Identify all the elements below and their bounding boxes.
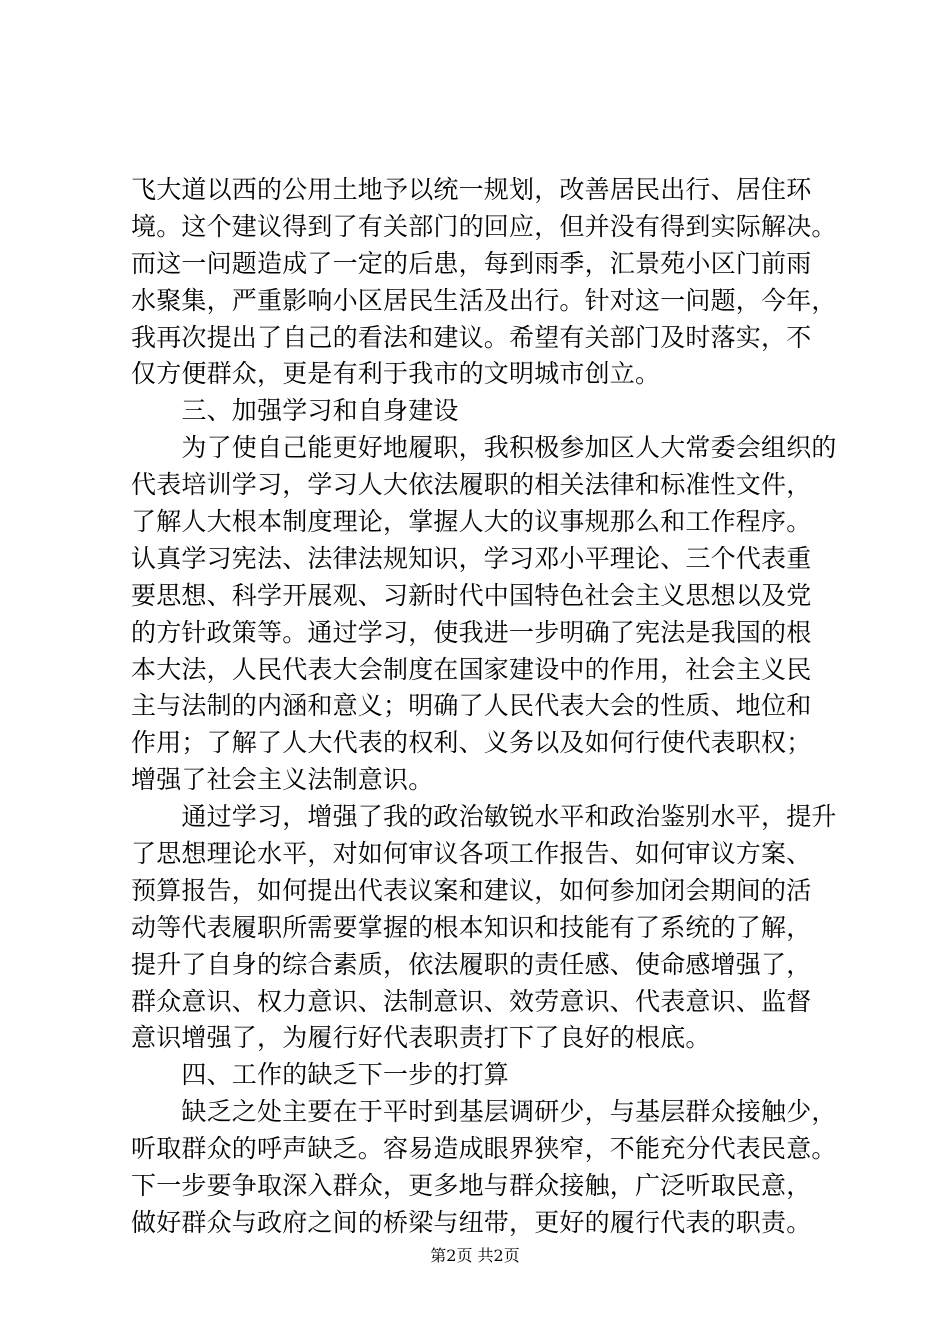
text-line: 飞大道以西的公用土地予以统一规划，改善居民出行、居住环: [131, 175, 812, 204]
text-line: 四、工作的缺乏下一步的打算: [131, 1060, 510, 1090]
document-body: [131, 172, 837, 1242]
text-line: 预算报告，如何提出代表议案和建议，如何参加闭会期间的活: [131, 875, 812, 905]
text-line: 通过学习，增强了我的政治敏锐水平和政治鉴别水平，提升: [131, 802, 837, 832]
text-line: 主与法制的内涵和意义；明确了人民代表大会的性质、地位和: [131, 691, 812, 721]
text-line: 水聚集，严重影响小区居民生活及出行。针对这一问题，今年，: [131, 285, 837, 315]
text-line: 增强了社会主义法制意识。: [131, 765, 434, 795]
text-line: 了解人大根本制度理论，掌握人大的议事规那么和工作程序。: [131, 507, 812, 537]
page-footer: 第2页 共2页: [430, 1246, 520, 1265]
text-line: 代表培训学习，学习人大依法履职的相关法律和标准性文件，: [131, 470, 812, 500]
text-line: 三、加强学习和自身建设: [131, 396, 459, 426]
text-line: 做好群众与政府之间的桥梁与纽带，更好的履行代表的职责。: [131, 1207, 812, 1237]
text-line: 要思想、科学开展观、习新时代中国特色社会主义思想以及党: [131, 580, 812, 610]
text-line: 的方针政策等。通过学习，使我进一步明确了宪法是我国的根: [131, 617, 812, 647]
text-line: 作用；了解了人大代表的权利、义务以及如何行使代表职权；: [131, 728, 812, 758]
text-line: 了思想理论水平，对如何审议各项工作报告、如何审议方案、: [131, 839, 812, 869]
text-line: 为了使自己能更好地履职，我积极参加区人大常委会组织的: [131, 433, 837, 463]
text-line: 仅方便群众，更是有利于我市的文明城市创立。: [131, 359, 661, 389]
text-line: 提升了自身的综合素质，依法履职的责任感、使命感增强了，: [131, 949, 812, 979]
text-line: 缺乏之处主要在于平时到基层调研少，与基层群众接触少，: [131, 1097, 837, 1127]
text-line: 听取群众的呼声缺乏。容易造成眼界狭窄，不能充分代表民意。: [131, 1134, 837, 1164]
text-line: 意识增强了，为履行好代表职责打下了良好的根底。: [131, 1023, 711, 1053]
text-line: 认真学习宪法、法律法规知识，学习邓小平理论、三个代表重: [131, 543, 812, 573]
text-line: 下一步要争取深入群众，更多地与群众接触，广泛听取民意，: [131, 1171, 812, 1201]
text-line: 而这一问题造成了一定的后患，每到雨季，汇景苑小区门前雨: [131, 248, 812, 278]
text-line: 境。这个建议得到了有关部门的回应，但并没有得到实际解决。: [131, 211, 837, 241]
text-line: 我再次提出了自己的看法和建议。希望有关部门及时落实，不: [131, 322, 812, 352]
text-line: 本大法，人民代表大会制度在国家建设中的作用，社会主义民: [131, 654, 812, 684]
text-line: 群众意识、权力意识、法制意识、效劳意识、代表意识、监督: [131, 986, 812, 1016]
text-line: 动等代表履职所需要掌握的根本知识和技能有了系统的了解，: [131, 912, 812, 942]
